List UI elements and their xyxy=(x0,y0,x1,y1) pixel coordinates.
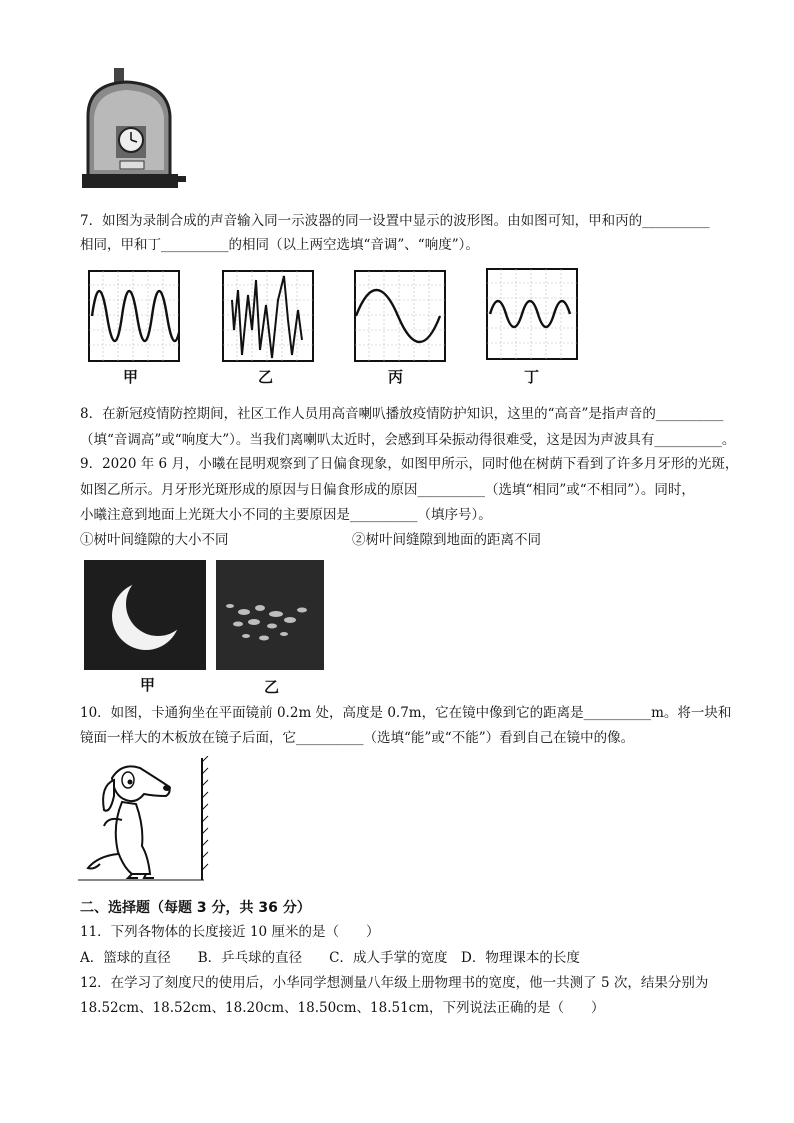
q10-line2: 镜面一样大的木板放在镜子后面，它__________（选填“能”或“不能”）看到自己在镜中的像。 xyxy=(80,730,635,746)
q7-line1: 7．如图为录制合成的声音输入同一示波器的同一设置中显示的波形图。由如图可知，甲和丙的__________ xyxy=(80,213,710,229)
q9-line2: 如图乙所示。月牙形光斑形成的原因与日偏食形成的原因__________（选填“相同”或“不相同”）。同时， xyxy=(80,482,695,498)
waveform-ding xyxy=(486,268,578,360)
wave-label-ding: 丁 xyxy=(524,368,540,386)
q9-option1: ①树叶间缝隙的大小不同 xyxy=(80,532,229,548)
waveform-bing xyxy=(354,270,446,362)
q9-option2: ②树叶间缝隙到地面的距离不同 xyxy=(352,532,541,548)
bell-jar-figure xyxy=(78,66,186,194)
q9-line1: 9．2020 年 6 月，小曦在昆明观察到了日偏食现象，如图甲所示，同时他在树荫下看到了许多月牙形的光斑， xyxy=(80,456,739,472)
section2-heading: 二、选择题（每题 3 分，共 36 分） xyxy=(80,900,311,916)
waveform-jia xyxy=(88,270,180,362)
q12-line1: 12．在学习了刻度尺的使用后，小华同学想测量八年级上册物理书的宽度，他一共测了 5 次，结果分别为 xyxy=(80,975,709,991)
cartoon-dog-mirror-figure xyxy=(78,756,210,886)
eclipse-photo-jia xyxy=(84,560,206,670)
fig-label-jia: 甲 xyxy=(140,676,156,694)
waveform-yi xyxy=(222,270,314,362)
q7-line2: 相同，甲和丁__________的相同（以上两空选填“音调”、“响度”）。 xyxy=(80,237,479,253)
wave-label-bing: 丙 xyxy=(388,368,404,386)
q11-stem: 11．下列各物体的长度接近 10 厘米的是（ ） xyxy=(80,924,380,940)
q9-line3: 小曦注意到地面上光斑大小不同的主要原因是__________（填序号）。 xyxy=(80,507,492,523)
fig-label-yi: 乙 xyxy=(264,678,280,696)
wave-label-jia: 甲 xyxy=(123,368,139,386)
q8-line1: 8．在新冠疫情防控期间，社区工作人员用高音喇叭播放疫情防护知识，这里的“高音”是指声音的__________ xyxy=(80,406,724,422)
q12-line2: 18.52cm、18.52cm、18.20cm、18.50cm、18.51cm，下列说法正确的是（ ） xyxy=(80,1000,605,1016)
wave-label-yi: 乙 xyxy=(258,368,274,386)
q11-options: A．篮球的直径 B．乒乓球的直径 C．成人手掌的宽度 D．物理课本的长度 xyxy=(80,950,580,966)
q10-line1: 10．如图，卡通狗坐在平面镜前 0.2m 处，高度是 0.7m，它在镜中像到它的距离是__________m。将一块和 xyxy=(80,705,732,721)
q8-line2: （填“音调高”或“响度大”）。当我们离喇叭太近时，会感到耳朵振动得很难受，这是因为声波具有__________。 xyxy=(80,432,736,448)
light-spots-photo-yi xyxy=(216,560,324,670)
